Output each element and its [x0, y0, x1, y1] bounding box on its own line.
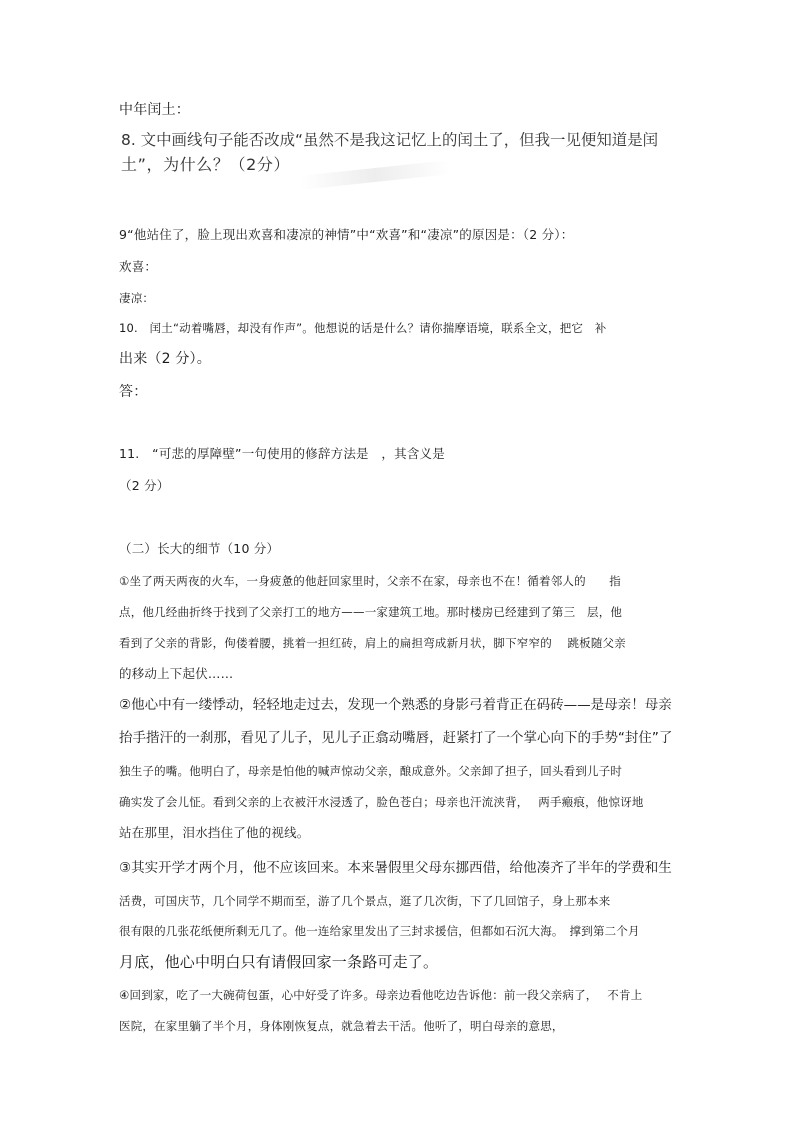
- answer-label-middle-aged-runtu: 中年闰土：: [119, 102, 190, 118]
- paragraph-2-line-5: 站在那里，泪水挡住了他的视线。: [119, 825, 310, 840]
- question-8-line-2: 土”，为什么？（2分）: [121, 155, 291, 174]
- question-10-line-2: 出来（2 分）。: [119, 351, 211, 367]
- answer-label-sorrow: 凄凉：: [119, 291, 155, 305]
- paragraph-1-line-4: 的移动上下起伏……: [119, 666, 234, 681]
- scan-smudge: [300, 160, 451, 190]
- paragraph-3-line-3: 很有限的几张花纸便所剩无几了。他一连给家里发出了三封求援信，但都如石沉大海。 撑到第二个月: [119, 924, 640, 938]
- paragraph-4-line-2: 医院，在家里躺了半个月，身体刚恢复点，就急着去干活。他听了，明白母亲的意思，: [119, 1019, 564, 1033]
- paragraph-3-line-4: 月底，他心中明白只有请假回家一条路可走了。: [119, 953, 439, 971]
- question-11-line-1: 11. “可悲的厚障壁”一句使用的修辞方法是 ，其含义是: [119, 446, 445, 461]
- paragraph-2-line-3: 独生子的嘴。他明白了，母亲是怕他的喊声惊动父亲，酿成意外。父亲卸了担子，回头看到儿子时: [119, 764, 623, 778]
- section-heading: （二）长大的细节（10 分）: [119, 541, 280, 556]
- paragraph-2-line-4: 确实发了会儿怔。看到父亲的上衣被汗水浸透了，脸色苍白；母亲也汗流浃背， 两手瘢痕，他惊讶地: [119, 795, 644, 809]
- question-9: 9“他站住了，脸上现出欢喜和凄凉的神情”中“欢喜”和“凄凉”的原因是：（2 分）：: [119, 227, 574, 242]
- paragraph-1-line-1: ①坐了两天两夜的火车，一身疲惫的他赶回家里时，父亲不在家，母亲也不在！循着邻人的 指: [119, 574, 621, 588]
- paragraph-2-line-1: ②他心中有一缕悸动，轻轻地走过去，发现一个熟悉的身影弓着背正在码砖——是母亲！母亲: [119, 697, 672, 713]
- question-11-line-2: （2 分）: [119, 478, 170, 493]
- paragraph-3-line-1: ③其实开学才两个月，他不应该回来。本来暑假里父母东挪西借，给他凑齐了半年的学费和生: [119, 860, 672, 876]
- question-8-line-1: 8. 文中画线句子能否改成“虽然不是我这记忆上的闰土了，但我一见便知道是闰: [121, 131, 659, 149]
- paragraph-4-line-1: ④回到家，吃了一大碗荷包蛋，心中好受了许多。母亲边看他吃边告诉他：前一段父亲病了， 不肯上: [119, 988, 643, 1002]
- answer-label: 答：: [119, 384, 148, 400]
- question-10-line-1: 10. 闰土“动着嘴唇，却没有作声”。他想说的话是什么？请你揣摩语境，联系全文，把它 补: [119, 321, 607, 335]
- paragraph-2-line-2: 抬手揩汗的一刹那，看见了儿子，见儿子正翕动嘴唇，赶紧打了一个掌心向下的手势“封住”了: [119, 730, 673, 746]
- paragraph-3-line-2: 活费，可国庆节，几个同学不期而至，游了几个景点，逛了几次街，下了几回馆子，身上那本来: [119, 894, 611, 908]
- paragraph-1-line-2: 点，他几经曲折终于找到了父亲打工的地方——一家建筑工地。那时楼房已经建到了第三 层，他: [119, 605, 623, 619]
- answer-label-joy: 欢喜：: [119, 259, 158, 274]
- paragraph-1-line-3: 看到了父亲的背影，佝偻着腰，挑着一担红砖，肩上的扁担弯成新月状，脚下窄窄的 跳板随父亲: [119, 636, 626, 650]
